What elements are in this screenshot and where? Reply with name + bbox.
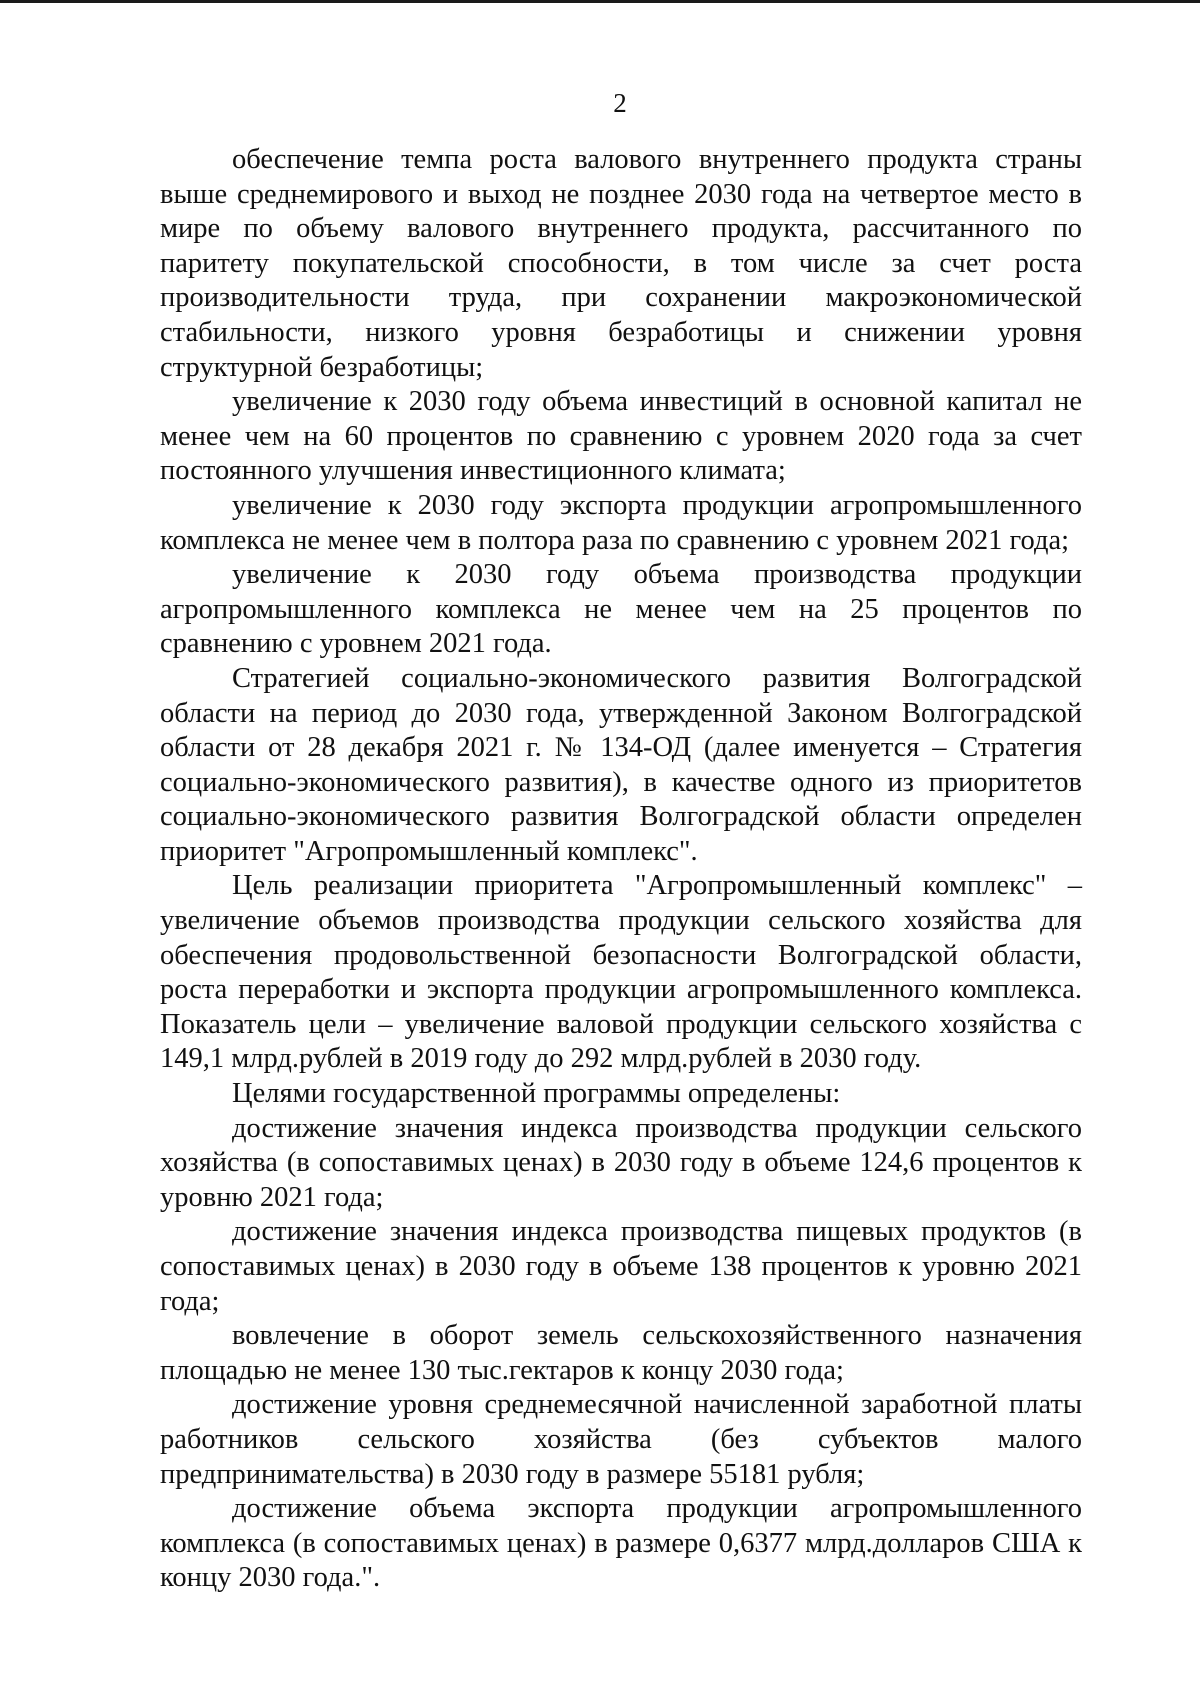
paragraph: Стратегией социально-экономического развития Волгоградской области на период до 2030 года, утвержденной Законом Волгоградской области от 28 декабря 2021 г. № 134-ОД (далее именуется – Стратегия социально-экономического развития), в качестве одного из приоритетов социально-экономического развития Волгоградской области определен приоритет "Агропромышленный комплекс". [160,662,1082,867]
paragraph: достижение значения индекса производства продукции сельского хозяйства (в сопоставимых ценах) в 2030 году в объеме 124,6 процентов к уровню 2021 года; [160,1112,1082,1213]
paragraph: увеличение к 2030 году экспорта продукции агропромышленного комплекса не менее чем в полтора раза по сравнению с уровнем 2021 года; [160,489,1082,556]
paragraph: достижение объема экспорта продукции агропромышленного комплекса (в сопоставимых ценах) в размере 0,6377 млрд.долларов США к концу 2030 года.". [160,1493,1082,1594]
paragraph: Целями государственной программы определены: [232,1078,841,1110]
top-edge-rule [0,0,1200,3]
page-number: 2 [613,88,627,118]
document-body [160,143,1082,1596]
paragraph: Цель реализации приоритета "Агропромышленный комплекс" – увеличение объемов производства продукции сельского хозяйства для обеспечения продовольственной безопасности Волгоградской области, роста переработки и экспорта продукции агропромышленного комплекса. Показатель цели – увеличение валовой продукции сельского хозяйства с 149,1 млрд.рублей в 2019 году до 292 млрд.рублей в 2030 году. [160,870,1082,1075]
paragraph: достижение уровня среднемесячной начисленной заработной платы работников сельского хозяйства (без субъектов малого предпринимательства) в 2030 году в размере 55181 рубля; [160,1389,1082,1490]
paragraph: увеличение к 2030 году объема инвестиций в основной капитал не менее чем на 60 процентов по сравнению с уровнем 2020 года за счет постоянного улучшения инвестиционного климата; [160,386,1082,487]
paragraph: увеличение к 2030 году объема производства продукции агропромышленного комплекса не менее чем на 25 процентов по сравнению с уровнем 2021 года. [160,559,1082,660]
paragraph: обеспечение темпа роста валового внутреннего продукта страны выше среднемирового и выход не позднее 2030 года на четвертое место в мире по объему валового внутреннего продукта, рассчитанного по паритету покупательской способности, в том числе за счет роста производительности труда, при сохранении макроэкономической стабильности, низкого уровня безработицы и снижении уровня структурной безработицы; [160,144,1082,383]
paragraph: достижение значения индекса производства пищевых продуктов (в сопоставимых ценах) в 2030 году в объеме 138 процентов к уровню 2021 года; [160,1216,1082,1317]
paragraph: вовлечение в оборот земель сельскохозяйственного назначения площадью не менее 130 тыс.гектаров к концу 2030 года; [160,1320,1082,1386]
